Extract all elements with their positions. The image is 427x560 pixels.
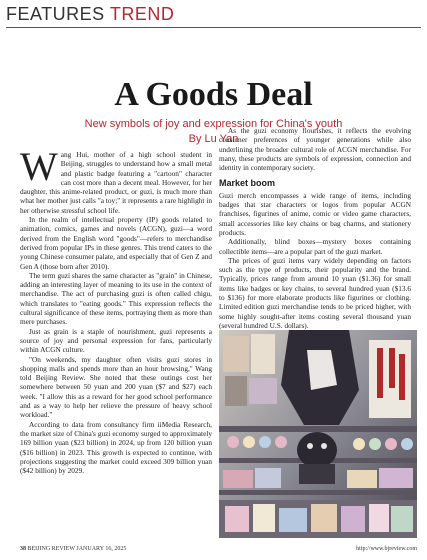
paragraph: As the guzi economy flourishes, it reflects the evolving consumer preferences of younger generations while also underlining the broader cultural role of ACGN merchandise. For many, these products are symbols of expression, connection and identity in contemporary society. xyxy=(219,126,411,173)
section-heading: Market boom xyxy=(219,178,276,189)
page-number: 38 xyxy=(20,546,26,552)
paragraph: Wang Hui, mother of a high school student in Beijing, struggles to understand how a small metal and plastic badge featuring a "cartoon" character can cost more than a decent meal. However, for her daughter, this anime-related product, or guzi, is much more than what her mother just calls "a toy;" it represents a rare highlight in her otherwise stressful school life. xyxy=(20,150,212,215)
paragraph: In the realm of intellectual property (IP) goods related to animation, comics, games and novels (ACGN), guzi—a word derived from the English word "goods"—refers to merchandise derived from popular IPs in these genres. This trend caters to the young Chinese consumer palate, and especially that of Gen Z and Gen A (those born after 2010). xyxy=(20,215,212,271)
page-footer xyxy=(20,546,417,556)
drop-cap: W xyxy=(20,150,58,189)
paragraph: According to data from consultancy firm iiMedia Research, the market size of China's guzi economy surged to approximately 169 billion yuan ($23 billion) in 2024, up from 120 billion yuan ($16 billion) in 2023. This growth is expected to continue, with projections suggesting the market could exceed 309 billion yuan ($42 billion) by 2029. xyxy=(20,419,212,476)
left-column xyxy=(20,150,212,544)
article-subtitle: New symbols of joy and expression for China's youth xyxy=(84,118,343,130)
paragraph: "On weekends, my daughter often visits guzi stores in shopping malls and spends more than an hour browsing," Wang told Beijing Review. She noted that these outings cost her somewhere between 50 yuan and 200 yuan ($7 and $27) each week. "I allow this as a reward for her good school performance and as a way to help her relieve the pressure of heavy school workload." xyxy=(20,354,212,420)
paragraph: Guzi merch encompasses a wide range of items, including badges that star characters or logos from popular ACGN franchises, figurines of anime, comic or video game characters, small accessories like key chains or bag charms, and stationery products. xyxy=(219,190,411,237)
article-byline: By Lu Yan xyxy=(188,133,239,145)
store-photo xyxy=(219,330,417,538)
issue-line: BEIJING REVIEW JANUARY 16, 2025 xyxy=(27,546,127,552)
section-header xyxy=(6,4,421,26)
article-title: A Goods Deal xyxy=(114,76,313,113)
section-sublabel: TREND xyxy=(109,4,175,24)
website-link[interactable]: http://www.bjreview.com xyxy=(356,546,417,552)
store-photo-illustration xyxy=(219,330,417,538)
section-label: FEATURES xyxy=(6,4,105,24)
paragraph: Additionally, blind boxes—mystery boxes containing collectible items—are a popular part of the guzi market. xyxy=(219,237,411,256)
paragraph: The prices of guzi items vary widely depending on factors such as the type of products, their popularity and the brand. Typically, prices range from around 10 yuan ($1.36) for small items like badges or key chains, to several hundred yuan ($13.6 to $136) for more elaborate products like figurines or clothing. Limited edition guzi merchandise tends to be priced higher, with some highly sought-after items costing several thousand yuan (several hundred U.S. dollars). xyxy=(219,255,411,330)
header-rule xyxy=(6,27,421,28)
paragraph: The term guzi shares the same character as "grain" in Chinese, adding an interesting layer of meaning to its use in the context of merchandise. The act of purchasing guzi is often called chigu, which translates to "eating goods." This expression reflects the cultural significance of these items, portraying them as more than mere purchases. xyxy=(20,270,212,327)
paragraph: Just as grain is a staple of nourishment, guzi represents a source of joy and personal expression for fans, particularly within ACGN culture. xyxy=(20,326,212,355)
right-column xyxy=(219,126,411,330)
